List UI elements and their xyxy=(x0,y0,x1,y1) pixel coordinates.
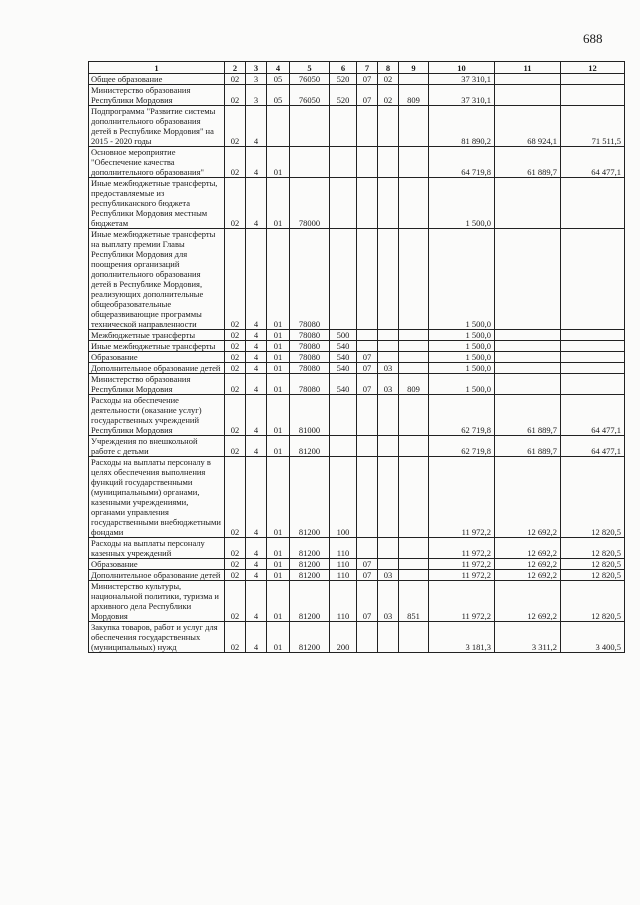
code-col-6: 100 xyxy=(330,457,357,538)
amount-col-12 xyxy=(561,178,625,229)
row-name: Подпрограмма "Развитие системы дополнительного образования детей в Республике Мордовия" на 2015 - 2020 годы xyxy=(89,106,225,147)
code-col-4: 01 xyxy=(267,622,290,653)
code-col-5: 78080 xyxy=(290,229,330,330)
amount-col-10: 11 972,2 xyxy=(429,538,495,559)
code-col-4: 01 xyxy=(267,581,290,622)
code-col-4: 01 xyxy=(267,436,290,457)
row-name: Общее образование xyxy=(89,74,225,85)
code-col-8 xyxy=(378,538,399,559)
code-col-3: 4 xyxy=(246,363,267,374)
code-col-5 xyxy=(290,147,330,178)
amount-col-11: 3 311,2 xyxy=(495,622,561,653)
code-col-7 xyxy=(357,395,378,436)
code-col-6: 110 xyxy=(330,581,357,622)
code-col-6: 540 xyxy=(330,363,357,374)
code-col-6: 540 xyxy=(330,341,357,352)
code-col-5: 81200 xyxy=(290,559,330,570)
amount-col-12 xyxy=(561,229,625,330)
code-col-6 xyxy=(330,106,357,147)
amount-col-11: 12 692,2 xyxy=(495,457,561,538)
code-col-4: 01 xyxy=(267,559,290,570)
budget-table xyxy=(88,61,625,653)
amount-col-12: 12 820,5 xyxy=(561,559,625,570)
code-col-8: 02 xyxy=(378,74,399,85)
code-col-8 xyxy=(378,436,399,457)
row-name: Иные межбюджетные трансферты, предоставляемые из республиканского бюджета Республики Мордовия местным бюджетам xyxy=(89,178,225,229)
amount-col-10: 1 500,0 xyxy=(429,363,495,374)
amount-col-12 xyxy=(561,85,625,106)
code-col-3: 4 xyxy=(246,559,267,570)
column-header: 1 xyxy=(89,62,225,74)
code-col-8 xyxy=(378,457,399,538)
code-col-4: 01 xyxy=(267,395,290,436)
code-col-5: 78080 xyxy=(290,363,330,374)
table-row xyxy=(89,106,625,147)
table-row xyxy=(89,559,625,570)
amount-col-11: 12 692,2 xyxy=(495,538,561,559)
code-col-8 xyxy=(378,229,399,330)
column-header: 8 xyxy=(378,62,399,74)
row-name: Расходы на обеспечение деятельности (оказание услуг) государственных учреждений Республики Мордовия xyxy=(89,395,225,436)
amount-col-10: 11 972,2 xyxy=(429,570,495,581)
code-col-7 xyxy=(357,622,378,653)
amount-col-12: 12 820,5 xyxy=(561,570,625,581)
amount-col-11 xyxy=(495,74,561,85)
code-col-6: 520 xyxy=(330,74,357,85)
code-col-5: 78080 xyxy=(290,330,330,341)
code-col-8 xyxy=(378,395,399,436)
code-col-8: 03 xyxy=(378,570,399,581)
amount-col-10: 11 972,2 xyxy=(429,559,495,570)
code-col-6: 110 xyxy=(330,559,357,570)
code-col-5: 78080 xyxy=(290,374,330,395)
code-col-4: 01 xyxy=(267,363,290,374)
code-col-9 xyxy=(399,147,429,178)
code-col-8 xyxy=(378,559,399,570)
code-col-9 xyxy=(399,622,429,653)
column-header: 12 xyxy=(561,62,625,74)
code-col-4: 01 xyxy=(267,330,290,341)
code-col-2: 02 xyxy=(225,341,246,352)
row-name: Министерство образования Республики Мордовия xyxy=(89,374,225,395)
amount-col-11: 12 692,2 xyxy=(495,570,561,581)
code-col-5: 81200 xyxy=(290,570,330,581)
code-col-8 xyxy=(378,178,399,229)
code-col-4: 01 xyxy=(267,570,290,581)
code-col-3: 4 xyxy=(246,106,267,147)
row-name: Иные межбюджетные трансферты xyxy=(89,341,225,352)
row-name: Образование xyxy=(89,352,225,363)
code-col-5: 76050 xyxy=(290,74,330,85)
code-col-3: 4 xyxy=(246,395,267,436)
row-name: Министерство культуры, национальной политики, туризма и архивного дела Республики Мордовия xyxy=(89,581,225,622)
amount-col-11 xyxy=(495,352,561,363)
amount-col-11 xyxy=(495,229,561,330)
code-col-9 xyxy=(399,457,429,538)
amount-col-11 xyxy=(495,330,561,341)
table-row xyxy=(89,330,625,341)
table-row xyxy=(89,436,625,457)
table-row xyxy=(89,341,625,352)
column-header: 3 xyxy=(246,62,267,74)
code-col-6: 500 xyxy=(330,330,357,341)
code-col-9 xyxy=(399,436,429,457)
code-col-2: 02 xyxy=(225,106,246,147)
code-col-7 xyxy=(357,538,378,559)
code-col-6 xyxy=(330,395,357,436)
code-col-3: 4 xyxy=(246,229,267,330)
code-col-7: 07 xyxy=(357,559,378,570)
amount-col-12 xyxy=(561,330,625,341)
amount-col-10: 1 500,0 xyxy=(429,374,495,395)
table-row xyxy=(89,457,625,538)
table-row xyxy=(89,581,625,622)
amount-col-12 xyxy=(561,352,625,363)
column-header: 7 xyxy=(357,62,378,74)
table-row xyxy=(89,374,625,395)
code-col-3: 4 xyxy=(246,147,267,178)
amount-col-12 xyxy=(561,374,625,395)
amount-col-12 xyxy=(561,341,625,352)
code-col-9 xyxy=(399,559,429,570)
row-name: Дополнительное образование детей xyxy=(89,570,225,581)
code-col-8: 03 xyxy=(378,363,399,374)
column-header: 6 xyxy=(330,62,357,74)
code-col-9 xyxy=(399,330,429,341)
code-col-2: 02 xyxy=(225,538,246,559)
table-row xyxy=(89,570,625,581)
code-col-3: 4 xyxy=(246,341,267,352)
code-col-4: 01 xyxy=(267,147,290,178)
code-col-9: 809 xyxy=(399,374,429,395)
code-col-9: 809 xyxy=(399,85,429,106)
code-col-7 xyxy=(357,106,378,147)
code-col-8 xyxy=(378,341,399,352)
code-col-8 xyxy=(378,147,399,178)
code-col-3: 3 xyxy=(246,74,267,85)
row-name: Учреждения по внешкольной работе с детьми xyxy=(89,436,225,457)
amount-col-10: 64 719,8 xyxy=(429,147,495,178)
amount-col-10: 11 972,2 xyxy=(429,457,495,538)
code-col-4: 01 xyxy=(267,178,290,229)
code-col-5: 81200 xyxy=(290,457,330,538)
code-col-5 xyxy=(290,106,330,147)
code-col-7 xyxy=(357,436,378,457)
column-header: 9 xyxy=(399,62,429,74)
code-col-9 xyxy=(399,363,429,374)
code-col-8: 03 xyxy=(378,374,399,395)
amount-col-10: 1 500,0 xyxy=(429,341,495,352)
code-col-9 xyxy=(399,74,429,85)
code-col-8 xyxy=(378,352,399,363)
code-col-7: 07 xyxy=(357,352,378,363)
code-col-6 xyxy=(330,436,357,457)
amount-col-10: 37 310,1 xyxy=(429,74,495,85)
code-col-2: 02 xyxy=(225,229,246,330)
amount-col-10: 62 719,8 xyxy=(429,436,495,457)
code-col-6: 520 xyxy=(330,85,357,106)
code-col-8: 02 xyxy=(378,85,399,106)
column-header: 10 xyxy=(429,62,495,74)
amount-col-10: 3 181,3 xyxy=(429,622,495,653)
code-col-2: 02 xyxy=(225,570,246,581)
row-name: Министерство образования Республики Мордовия xyxy=(89,85,225,106)
code-col-5: 81000 xyxy=(290,395,330,436)
code-col-9 xyxy=(399,352,429,363)
row-name: Образование xyxy=(89,559,225,570)
page-number: 688 xyxy=(583,31,603,46)
amount-col-10: 11 972,2 xyxy=(429,581,495,622)
code-col-3: 4 xyxy=(246,436,267,457)
code-col-5: 81200 xyxy=(290,581,330,622)
code-col-3: 4 xyxy=(246,538,267,559)
code-col-7: 07 xyxy=(357,363,378,374)
amount-col-12: 12 820,5 xyxy=(561,538,625,559)
code-col-7: 07 xyxy=(357,74,378,85)
code-col-5: 78000 xyxy=(290,178,330,229)
amount-col-11: 12 692,2 xyxy=(495,581,561,622)
code-col-7: 07 xyxy=(357,374,378,395)
code-col-5: 78080 xyxy=(290,341,330,352)
code-col-7: 07 xyxy=(357,570,378,581)
amount-col-11: 12 692,2 xyxy=(495,559,561,570)
code-col-5: 76050 xyxy=(290,85,330,106)
code-col-9 xyxy=(399,341,429,352)
code-col-3: 4 xyxy=(246,570,267,581)
amount-col-12: 64 477,1 xyxy=(561,395,625,436)
code-col-7 xyxy=(357,229,378,330)
amount-col-12 xyxy=(561,363,625,374)
code-col-3: 4 xyxy=(246,352,267,363)
amount-col-12: 3 400,5 xyxy=(561,622,625,653)
amount-col-12: 12 820,5 xyxy=(561,457,625,538)
amount-col-12: 12 820,5 xyxy=(561,581,625,622)
column-header: 2 xyxy=(225,62,246,74)
code-col-7 xyxy=(357,457,378,538)
amount-col-10: 62 719,8 xyxy=(429,395,495,436)
column-header: 4 xyxy=(267,62,290,74)
code-col-6 xyxy=(330,178,357,229)
code-col-9 xyxy=(399,538,429,559)
row-name: Межбюджетные трансферты xyxy=(89,330,225,341)
table-row xyxy=(89,85,625,106)
code-col-2: 02 xyxy=(225,85,246,106)
code-col-4: 01 xyxy=(267,457,290,538)
table-row xyxy=(89,622,625,653)
code-col-2: 02 xyxy=(225,622,246,653)
row-name: Расходы на выплаты персоналу казенных учреждений xyxy=(89,538,225,559)
code-col-7 xyxy=(357,330,378,341)
code-col-2: 02 xyxy=(225,352,246,363)
amount-col-10: 1 500,0 xyxy=(429,229,495,330)
code-col-3: 4 xyxy=(246,374,267,395)
code-col-8 xyxy=(378,106,399,147)
code-col-6 xyxy=(330,229,357,330)
amount-col-11: 61 889,7 xyxy=(495,395,561,436)
code-col-9: 851 xyxy=(399,581,429,622)
code-col-5: 78080 xyxy=(290,352,330,363)
code-col-3: 4 xyxy=(246,457,267,538)
code-col-2: 02 xyxy=(225,374,246,395)
table-row xyxy=(89,538,625,559)
amount-col-10: 37 310,1 xyxy=(429,85,495,106)
column-header: 5 xyxy=(290,62,330,74)
column-header: 11 xyxy=(495,62,561,74)
code-col-3: 4 xyxy=(246,581,267,622)
amount-col-10: 1 500,0 xyxy=(429,178,495,229)
amount-col-11 xyxy=(495,374,561,395)
code-col-8 xyxy=(378,622,399,653)
code-col-3: 4 xyxy=(246,330,267,341)
row-name: Основное мероприятие "Обеспечение качества дополнительного образования" xyxy=(89,147,225,178)
code-col-6: 540 xyxy=(330,352,357,363)
amount-col-11 xyxy=(495,178,561,229)
code-col-2: 02 xyxy=(225,330,246,341)
amount-col-12: 71 511,5 xyxy=(561,106,625,147)
code-col-3: 4 xyxy=(246,178,267,229)
code-col-9 xyxy=(399,178,429,229)
code-col-6 xyxy=(330,147,357,178)
code-col-4 xyxy=(267,106,290,147)
code-col-2: 02 xyxy=(225,74,246,85)
code-col-9 xyxy=(399,106,429,147)
code-col-8: 03 xyxy=(378,581,399,622)
amount-col-12: 64 477,1 xyxy=(561,436,625,457)
code-col-7: 07 xyxy=(357,581,378,622)
table-header-row xyxy=(89,62,625,74)
code-col-3: 3 xyxy=(246,85,267,106)
code-col-2: 02 xyxy=(225,581,246,622)
code-col-9 xyxy=(399,395,429,436)
code-col-3: 4 xyxy=(246,622,267,653)
table-row xyxy=(89,74,625,85)
code-col-6: 110 xyxy=(330,538,357,559)
code-col-2: 02 xyxy=(225,436,246,457)
code-col-8 xyxy=(378,330,399,341)
code-col-9 xyxy=(399,229,429,330)
row-name: Дополнительное образование детей xyxy=(89,363,225,374)
code-col-5: 81200 xyxy=(290,622,330,653)
table-body xyxy=(89,74,625,653)
code-col-4: 01 xyxy=(267,352,290,363)
table-row xyxy=(89,147,625,178)
amount-col-10: 1 500,0 xyxy=(429,352,495,363)
table-row xyxy=(89,363,625,374)
row-name: Иные межбюджетные трансферты на выплату премии Главы Республики Мордовия для поощрения организаций дополнительного образования детей в Республике Мордовия, реализующих дополнительные общеобразовательные общеразвивающие программы технической направленности xyxy=(89,229,225,330)
amount-col-10: 1 500,0 xyxy=(429,330,495,341)
amount-col-11 xyxy=(495,363,561,374)
code-col-2: 02 xyxy=(225,395,246,436)
code-col-7: 07 xyxy=(357,85,378,106)
code-col-4: 05 xyxy=(267,85,290,106)
table-row xyxy=(89,229,625,330)
amount-col-11 xyxy=(495,341,561,352)
code-col-4: 01 xyxy=(267,229,290,330)
code-col-6: 200 xyxy=(330,622,357,653)
code-col-6: 540 xyxy=(330,374,357,395)
code-col-5: 81200 xyxy=(290,436,330,457)
amount-col-11: 61 889,7 xyxy=(495,436,561,457)
code-col-2: 02 xyxy=(225,457,246,538)
code-col-2: 02 xyxy=(225,363,246,374)
code-col-7 xyxy=(357,147,378,178)
amount-col-11: 61 889,7 xyxy=(495,147,561,178)
amount-col-11 xyxy=(495,85,561,106)
amount-col-12: 64 477,1 xyxy=(561,147,625,178)
row-name: Закупка товаров, работ и услуг для обеспечения государственных (муниципальных) нужд xyxy=(89,622,225,653)
amount-col-10: 81 890,2 xyxy=(429,106,495,147)
row-name: Расходы на выплаты персоналу в целях обеспечения выполнения функций государственными (муниципальными) органами, казенными учреждениями, органами управления государственными внебюджетными фондами xyxy=(89,457,225,538)
table-row xyxy=(89,178,625,229)
code-col-4: 05 xyxy=(267,74,290,85)
code-col-4: 01 xyxy=(267,341,290,352)
amount-col-11: 68 924,1 xyxy=(495,106,561,147)
code-col-5: 81200 xyxy=(290,538,330,559)
code-col-9 xyxy=(399,570,429,581)
code-col-4: 01 xyxy=(267,374,290,395)
code-col-7 xyxy=(357,178,378,229)
table-row xyxy=(89,352,625,363)
code-col-2: 02 xyxy=(225,178,246,229)
code-col-2: 02 xyxy=(225,559,246,570)
code-col-6: 110 xyxy=(330,570,357,581)
table-row xyxy=(89,395,625,436)
amount-col-12 xyxy=(561,74,625,85)
code-col-2: 02 xyxy=(225,147,246,178)
code-col-7 xyxy=(357,341,378,352)
code-col-4: 01 xyxy=(267,538,290,559)
